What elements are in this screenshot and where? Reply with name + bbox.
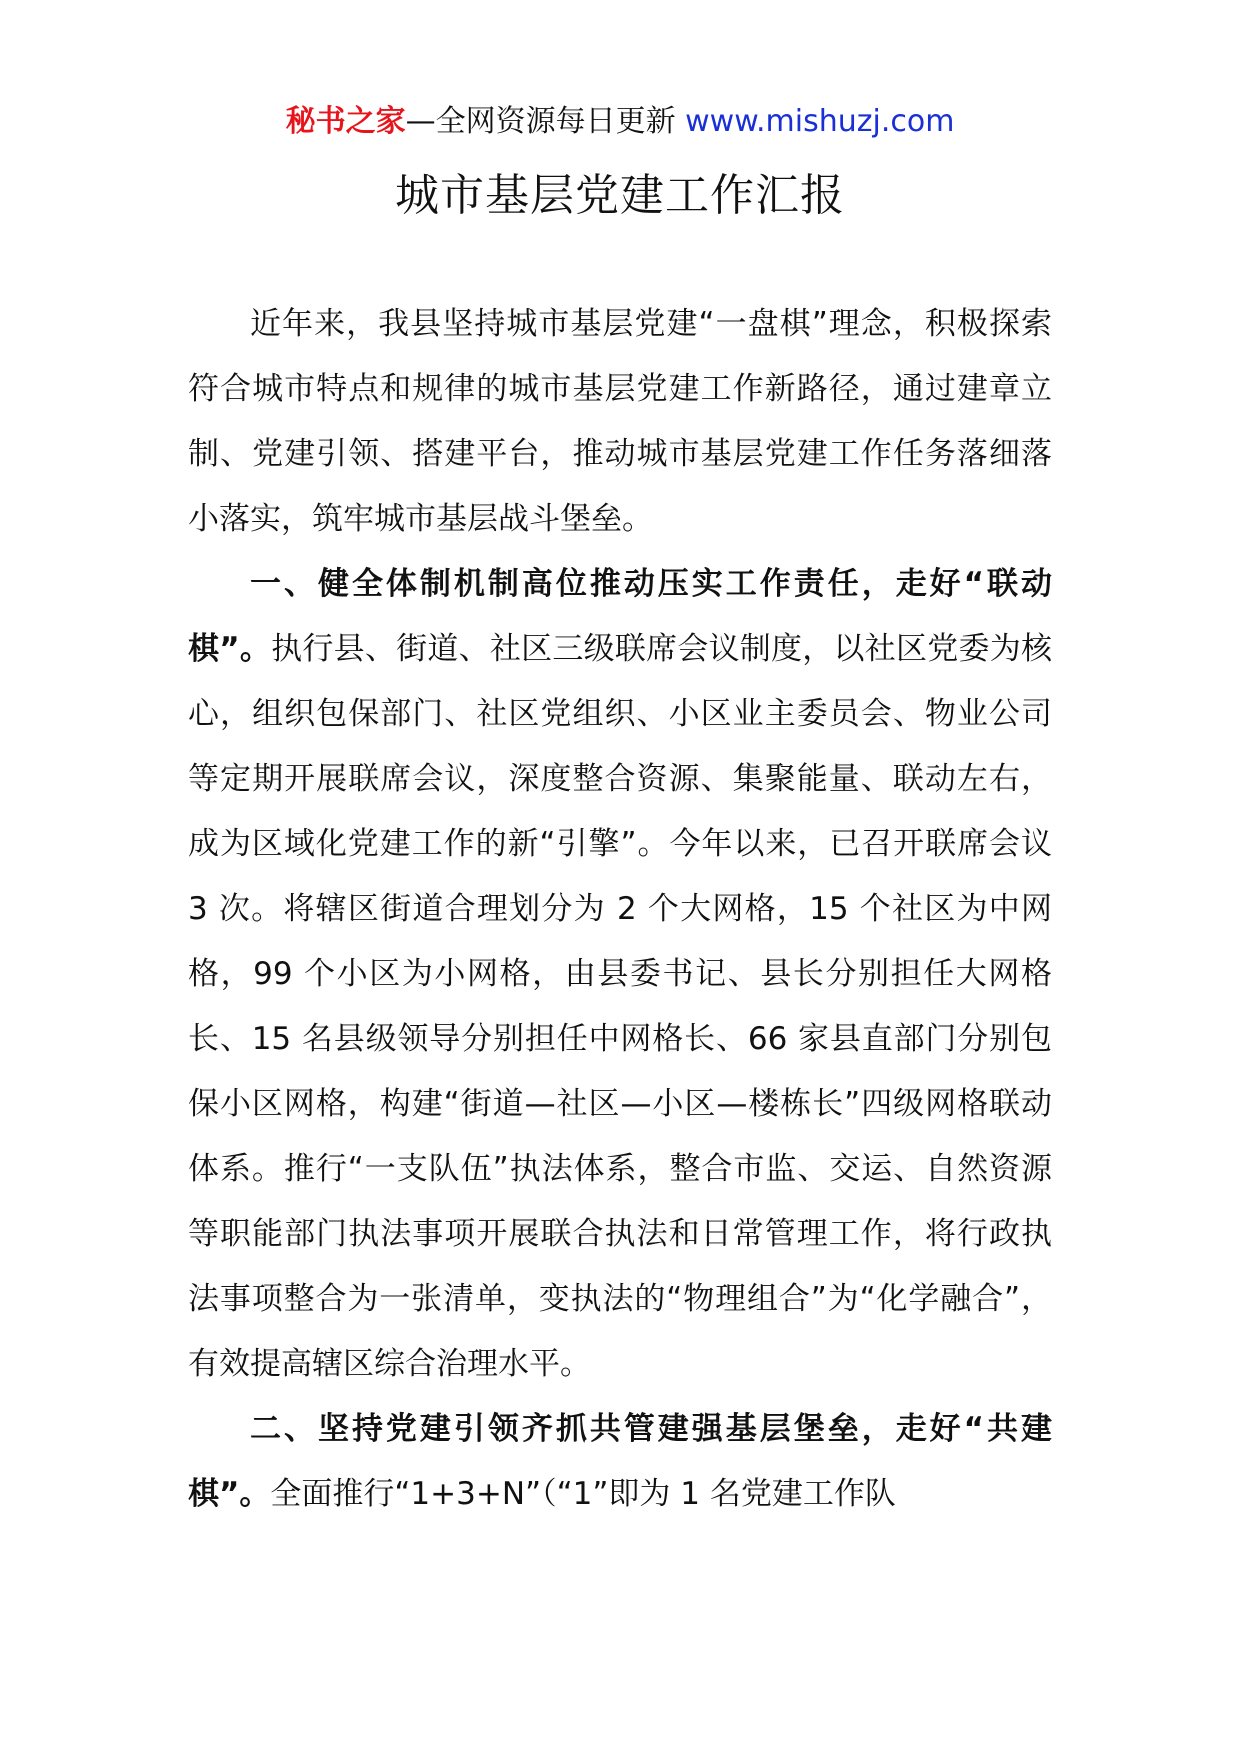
section-1-heading: 一、健全体制机制高位推动压实工作责任，走好“联动棋”。 xyxy=(188,566,1052,667)
site-header xyxy=(0,100,1240,144)
section-2-body: 全面推行“1+3+N”（“1”即为 1 名党建工作队 xyxy=(270,1476,896,1512)
intro-paragraph: 近年来，我县坚持城市基层党建“一盘棋”理念，积极探索符合城市特点和规律的城市基层党建工作新路径，通过建章立制、党建引领、搭建平台，推动城市基层党建工作任务落细落小落实，筑牢城市基层战斗堡垒。 xyxy=(188,306,1052,537)
brand-name: 秘书之家 xyxy=(285,104,406,139)
section-2-heading: 二、坚持党建引领齐抓共管建强基层堡垒，走好“共建棋”。 xyxy=(188,1411,1052,1512)
section-2-paragraph xyxy=(188,1397,1052,1527)
section-1-body: 执行县、街道、社区三级联席会议制度，以社区党委为核心，组织包保部门、社区党组织、小区业主委员会、物业公司等定期开展联席会议，深度整合资源、集聚能量、联动左右，成为区域化党建工作的新“引擎”。今年以来，已召开联席会议 3 次。将辖区街道合理划分为 2 个大网格，15 个社区为中网格，99 个小区为小网格，由县委书记、县长分别担任大网格长、15 名县级领导分别担任中网格长、66 家县直部门分别包保小区网格，构建“街道—社区—小区—楼栋长”四级网格联动体系。推行“一支队伍”执法体系，整合市监、交运、自然资源等职能部门执法事项开展联合执法和日常管理工作，将行政执法事项整合为一张清单，变执法的“物理组合”为“化学融合”，有效提高辖区综合治理水平。 xyxy=(188,631,1053,1382)
document-body xyxy=(188,292,1052,1527)
site-slogan: —全网资源每日更新 xyxy=(405,104,686,139)
document-title: 城市基层党建工作汇报 xyxy=(395,170,845,221)
section-1-paragraph xyxy=(188,552,1052,1397)
site-url-link[interactable]: www.mishuzj.com xyxy=(685,104,955,139)
